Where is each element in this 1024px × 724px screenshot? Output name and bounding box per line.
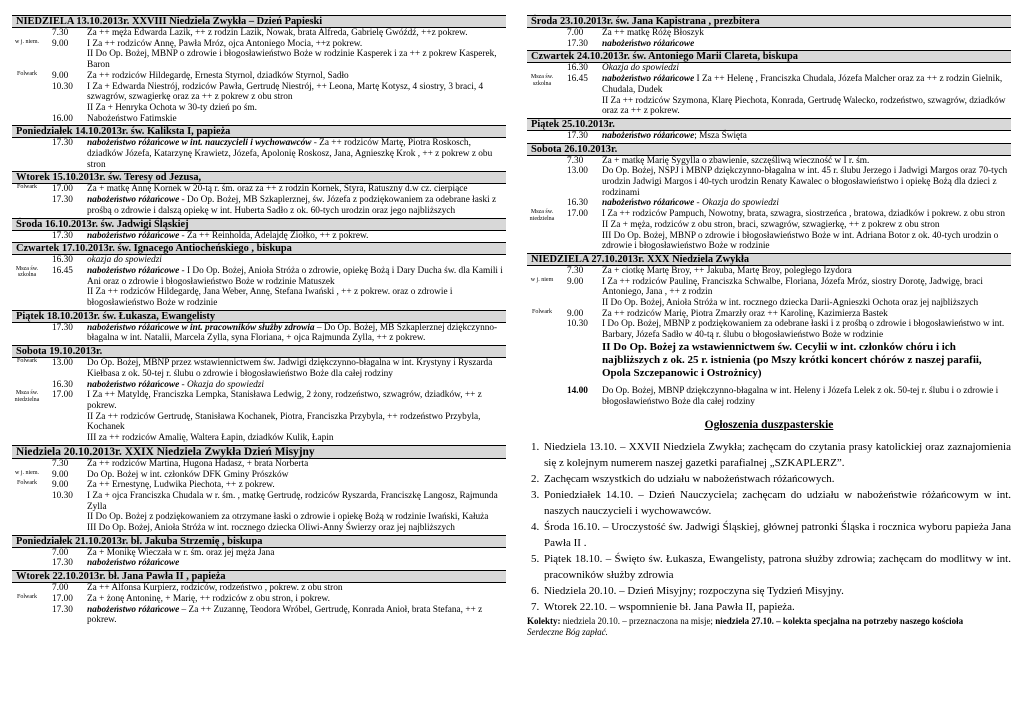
left-column — [12, 14, 506, 626]
mass-time: 10.30 — [52, 490, 73, 501]
mass-time: 10.30 — [52, 81, 73, 92]
mass-time: 14.00 — [567, 385, 588, 396]
mass-entry — [12, 470, 506, 481]
rosary-label: nabożeństwo różańcowe w int. pracowników służby zdrowia — [87, 322, 315, 333]
location-note: Msza św. niedzielna — [529, 209, 555, 222]
mass-time: 16.30 — [567, 198, 588, 209]
mass-time: 17.30 — [52, 230, 73, 241]
mass-entry — [527, 319, 1011, 340]
mass-intention: Za ++ matkę Różę Błoszyk — [602, 28, 704, 38]
announcement-item: 2. Zachęcam wszystkich do udziału w nabożeństwach różańcowych. — [542, 471, 1011, 487]
mass-entry — [527, 341, 1011, 380]
collection-bold: niedziela 27.10. – kolekta specjalna na potrzeby naszego kościoła — [715, 616, 964, 627]
mass-entry — [12, 491, 506, 534]
mass-time: 17.30 — [567, 130, 588, 141]
mass-intention: Nabożeństwo Fatimskie — [87, 113, 177, 124]
location-note: Msza św. niedzielna — [14, 390, 40, 403]
rosary-label: nabożeństwo różańcowe w int. nauczycieli i wychowawców — [87, 138, 312, 149]
day-header: Piątek 18.10.2013r. św. Łukasza, Ewangelisty — [12, 310, 506, 323]
mass-time: 7.00 — [567, 28, 584, 38]
day-header: NIEDZIELA 27.10.2013r. XXX Niedziela Zwykła — [527, 253, 1011, 266]
location-note: w j. niem. — [15, 38, 39, 45]
mass-entry — [12, 380, 506, 391]
mass-entry — [12, 323, 506, 344]
mass-intention: I Do Op. Bożej, MBNP z podziękowaniem za odebrane łaski i z prośbą o zdrowie i błogosławieństwo w int. Barbary, Józefa Sadło w 40-tą r. ślubu o błogosławieństwo Boże w rodzinie — [602, 319, 1005, 341]
collection-note: Kolekty: niedziela 20.10. – przeznaczona na misje; niedziela 27.10. – kolekta specjalna na potrzeby naszego kościoła — [527, 616, 964, 627]
day-header: Niedziela 20.10.2013r. XXIX Niedziela Zwykła Dzień Misyjny — [12, 445, 506, 459]
confession-note: - Okazja do spowiedzi — [694, 198, 779, 209]
mass-time: 7.30 — [567, 155, 584, 166]
rosary-label: nabożeństwo różańcowe — [87, 558, 180, 569]
mass-intention: nabożeństwo różańcowe w int. pracowników służby zdrowia – Do Op. Bożej, MB Szkaplerznej dziękczynno-błagalna w int. Natalii, Marcela Zylla, syna Floriana, + ojca Rajmunda Zylla, ++ z pokrew. — [87, 322, 498, 344]
mass-intention: nabożeństwo różańcowe – Za ++ Zuzannę, Teodora Wróbel, Gertrudę, Konrada Anioł, brata Stefana, ++ z pokrew. — [87, 604, 483, 626]
right-column — [527, 14, 1011, 638]
mass-entry — [12, 266, 506, 309]
mass-entry — [12, 195, 506, 216]
rosary-label: nabożeństwo różańcowe — [87, 265, 180, 276]
mass-intention: Do Op. Bożej, MBNP dziękczynno-błagalna w int. Heleny i Józefa Lelek z ok. 50-tej r. ślubu i o zdrowie i błogosławieństwo Boże dla całej rodziny — [602, 385, 999, 407]
confession-note: okazja do spowiedzi — [87, 255, 162, 266]
mass-time: 7.00 — [52, 583, 69, 594]
confession-note: - Okazja do spowiedzi — [179, 379, 264, 390]
mass-intention: I Za ++ rodziców Paulinę, Franciszka Schwalbe, Floriana, Józefa Mróz, siostry Dorotę, Jadwigę, braci Antoniego, Jana , ++ z rodzin II Do Op. Bożej, Anioła Stróża w int. rocznego dziecka Darii-Agnieszki Ochota oraz jej najbliższych — [602, 276, 983, 309]
mass-intention: Za ++ rodziców Marię, Piotra Zmarzły oraz ++ Karolinę, Kazimierza Bastek — [602, 308, 888, 319]
mass-entry — [527, 28, 1011, 39]
location-note: Folwark — [17, 70, 37, 77]
mass-intention: nabożeństwo różańcowe; Msza Święta — [602, 130, 747, 141]
announcement-item: 7. Wtorek 22.10. – wspomnienie bł. Jana Pawła II, papieża. — [542, 599, 1011, 615]
location-note: w j. niem. — [15, 469, 39, 476]
location-note: Folwark — [17, 593, 37, 600]
mass-entry — [12, 390, 506, 444]
mass-entry — [12, 480, 506, 491]
mass-entry — [12, 138, 506, 170]
day-header: Wtorek 22.10.2013r. bł. Jana Pawła II , papieża — [12, 570, 506, 583]
mass-intention: Za ++ męża Edwarda Lazik, ++ z rodzin Lazik, Nowak, brata Alfreda, Gabrielę Gwóźdź, ++z pokrew. — [87, 28, 468, 38]
mass-time: 17.00 — [52, 593, 73, 604]
mass-entry — [12, 255, 506, 266]
mass-entry — [527, 74, 1011, 117]
announcement-item: 4. Środa 16.10. – Uroczystość św. Jadwigi Śląskiej, głównej patronki Śląska i rocznica wyboru papieża Jana Pawła II . — [542, 519, 1011, 551]
mass-time: 17.30 — [52, 195, 73, 206]
day-header: Czwartek 24.10.2013r. św. Antoniego Marii Clareta, biskupa — [527, 50, 1011, 63]
mass-time: 7.30 — [52, 28, 69, 38]
mass-intention: Za + ciotkę Martę Broy, ++ Jakuba, Martę Broy, poległego Izydora — [602, 265, 852, 276]
mass-entry — [527, 209, 1011, 252]
day-header: Sobota 19.10.2013r. — [12, 345, 506, 358]
mass-time: 17.30 — [52, 322, 73, 333]
mass-entry — [12, 548, 506, 559]
mass-intention: nabożeństwo różańcowe w int. nauczycieli i wychowawców - Za ++ rodziców Martę, Piotra Roskosch, dziadków Józefa, Katarzynę Krawietz, Józefa, Apolonię Roskosz, Jana, Agnieszkę Krok , ++ z pokrew z obu stron — [87, 138, 493, 170]
mass-entry — [12, 558, 506, 569]
mass-entry — [12, 71, 506, 82]
mass-time: 9.00 — [567, 308, 584, 319]
mass-time: 10.30 — [567, 319, 588, 330]
confession-note: Okazja do spowiedzi — [602, 63, 679, 74]
mass-time: 7.30 — [52, 458, 69, 469]
mass-time: 16.45 — [567, 74, 588, 85]
mass-time: 17.00 — [52, 184, 73, 195]
mass-entry — [12, 82, 506, 114]
mass-entry — [12, 459, 506, 470]
rosary-label: nabożeństwo różańcowe — [602, 130, 695, 141]
rosary-label: nabożeństwo różańcowe — [87, 195, 180, 206]
mass-intention: nabożeństwo różańcowe I Za ++ Helenę , Franciszka Chudala, Józefa Malcher oraz za ++ z rodzin Gielnik, Chudala, Dudek II Za ++ rodziców Szymona, Klarę Piechota, Konrada, Gertrudę Walecko, rodzeństwo, szwagrów, dziadków oraz za ++ z pokrew. — [602, 74, 1006, 117]
day-header: Środa 23.10.2013r. św. Jana Kapistrana , prezbitera — [527, 15, 1011, 28]
mass-time: 16.00 — [52, 113, 73, 124]
signature: Serdeczne Bóg zapłać. — [527, 627, 608, 638]
mass-intention: I Za + Edwarda Niestrój, rodziców Pawła, Gertrudę Niestrój, ++ Leona, Martę Kotysz, 4 siostry, 3 braci, 4 szwagrów, szwagierkę oraz za ++ z pokrew z obu stron II Za + Henryka Ochota w 30-ty dzień po śm. — [87, 81, 484, 113]
location-note: Msza św. szkolna — [15, 265, 39, 279]
mass-time: 17.30 — [52, 138, 73, 149]
day-header: Sobota 26.10.2013r. — [527, 143, 1011, 156]
mass-time: 9.00 — [52, 70, 69, 81]
mass-intention — [602, 198, 1011, 209]
announcement-item: 3. Poniedziałek 14.10. – Dzień Nauczyciela; zachęcam do udziału w nabożeństwie różańcowym w int. naszych nauczycieli i wychowawców. — [542, 487, 1011, 519]
mass-entry — [527, 309, 1011, 320]
mass-intention: Do Op. Bożej, MBNP przez wstawiennictwem św. Jadwigi dziękczynno-błagalna w int. Krystyny i Ryszarda Kiełbasa z ok. 50-tej r. ślubu o zdrowie i błogosławieństwo Boże dla całej rodziny — [87, 358, 493, 379]
mass-time: 17.30 — [567, 38, 588, 49]
day-header: Wtorek 15.10.2013r. św. Teresy od Jezusa, — [12, 171, 506, 184]
mass-intention: I Za ++ rodziców Pampuch, Nowotny, brata, szwagra, siostrzeńca , bratowa, dziadków i pokrew. z obu stron II Za + męża, rodziców z obu stron, braci, szwagrów, szwagierkę, ++ z pokrew z obu stron III Do Op. Bożej, MBNP o zdrowie i błogosławieństwo Boże w int. Adriana Botor z ok. 40-tych urodzin o zdrowie i błogosławieństwo Boże w rodzinie — [602, 209, 1005, 252]
mass-time: 9.00 — [52, 38, 69, 49]
mass-entry — [12, 114, 506, 125]
mass-time: 17.30 — [52, 558, 73, 569]
mass-intention: I Za ++ Matyldę, Franciszka Lempka, Stanisława Ledwig, 2 żony, rodzeństwo, szwagrów, dziadków, ++ z pokrew. II Za ++ rodziców Gertrudę, Stanisława Kochanek, Piotra, Franciszka Przybyla, ++ rodzeństwo Przybyla, Kochanek III za ++ rodziców Amalię, Waltera Łapin, dziadków Kulik, Łapin — [87, 390, 482, 444]
location-note: Folwark — [17, 480, 37, 487]
mass-intention: II Do Op. Bożej za wstawiennictwem św. Cecylii w int. członków chóru i ich najbliższych z ok. 25 r. istnienia (po Mszy krótki koncert chórów z naszej parafii, Opola Szczepanowic i Ostrożnicy) — [602, 340, 982, 379]
mass-time: 16.30 — [52, 255, 73, 266]
mass-entry — [527, 131, 1011, 142]
mass-intention: I Za + ojca Franciszka Chudala w r. śm. , matkę Gertrudę, rodziców Ryszarda, Franciszkę Langosz, Rajmunda Zylla II Do Op. Bożej z podziękowaniem za otrzymane łaski o zdrowie i opiekę Bożą w rodzinie Iwański, Kałuża III Do Op. Bożej, Anioła Stróża w int. rocznego dziecka Oliwi-Anny Świerzy oraz jej najbliższych — [87, 490, 498, 534]
mass-intention: Za ++ Alfonsa Kurpierz, rodziców, rodzeństwo , pokrew. z obu stron — [87, 583, 343, 594]
mass-intention: Do Op. Bożej w int. członków DFK Gminy Prószków — [87, 469, 289, 480]
announcements-heading: Ogłoszenia duszpasterskie — [704, 419, 834, 432]
rosary-label: nabożeństwo różańcowe — [602, 74, 695, 85]
mass-time: 13.00 — [567, 166, 588, 177]
mass-entry — [12, 594, 506, 605]
location-note: Msza św. szkolna — [530, 74, 554, 87]
mass-intention: Za ++ rodziców Hildegardę, Ernesta Styrnol, dziadków Styrnol, Sadło — [87, 70, 349, 81]
mass-entry — [527, 166, 1011, 198]
day-header: Czwartek 17.10.2013r. św. Ignacego Antiocheńskiego , biskupa — [12, 242, 506, 255]
mass-intention — [602, 39, 1011, 50]
mass-time: 7.00 — [52, 547, 69, 558]
rosary-label: nabożeństwo różańcowe — [87, 604, 180, 615]
mass-entry — [527, 156, 1011, 167]
mass-intention — [87, 255, 506, 266]
mass-intention: Za ++ Ernestynę, Ludwika Piechota, ++ z pokrew. — [87, 480, 275, 491]
mass-time: 16.30 — [567, 63, 588, 74]
mass-time: 17.00 — [567, 209, 588, 220]
day-header: Piątek 25.10.2013r. — [527, 118, 1011, 131]
announcement-item: 1. Niedziela 13.10. – XXVII Niedziela Zwykła; zachęcam do czytania prasy katolickiej oraz zaznajomienia się z kolejnym numerem naszej gazetki parafialnej „SZKAPLERZ”. — [542, 439, 1011, 471]
mass-intention — [602, 63, 1011, 74]
collection-label: Kolekty: — [527, 616, 561, 627]
mass-intention: Do Op. Bożej, NSPJ i MBNP dziękczynno-błagalna w int. 45 r. ślubu Jerzego i Jadwigi Margos oraz 70-tych urodzin Jadwigi Margos i 40-tych urodzin Renaty Kawalec o błogosławieństwo i opiekę Bożą dla dzieci z rodzinami — [602, 166, 1008, 198]
announcements — [527, 417, 1011, 638]
mass-time: 9.00 — [52, 480, 69, 491]
mass-time: 13.00 — [52, 358, 73, 369]
mass-intention: Za + matkę Marię Sygylla o zbawienie, szczęśliwą wieczność w I r. śm. — [602, 155, 870, 166]
location-note: w j. niem — [530, 276, 554, 283]
day-header: NIEDZIELA 13.10.2013r. XXVIII Niedziela Zwykła – Dzień Papieski — [12, 15, 506, 28]
mass-intention: Za + matkę Annę Kornek w 20-tą r. śm. oraz za ++ z rodzin Kornek, Styra, Ratuszny d.w cz. cierpiące — [87, 184, 468, 195]
mass-entry — [527, 198, 1011, 209]
rosary-label: nabożeństwo różańcowe — [87, 379, 180, 390]
mass-entry — [12, 39, 506, 71]
mass-entry — [527, 277, 1011, 309]
mass-entry — [12, 231, 506, 242]
mass-entry — [12, 184, 506, 195]
mass-time: 9.00 — [52, 469, 69, 480]
mass-entry — [527, 266, 1011, 277]
location-note: Folwark — [17, 184, 37, 191]
day-header: Środa 16.10.2013r. św. Jadwigi Śląskiej — [12, 218, 506, 231]
mass-time: 9.00 — [567, 276, 584, 287]
mass-intention — [87, 380, 506, 391]
mass-time: 7.30 — [567, 265, 584, 276]
mass-entry — [12, 583, 506, 594]
mass-time: 17.00 — [52, 390, 73, 401]
mass-intention: nabożeństwo różańcowe - I Do Op. Bożej, Anioła Stróża o zdrowie, opiekę Bożą i Dary Ducha św. dla Kamili i Ani oraz o zdrowie i błogosławieństwo Boże w rodzinie Matuszek II Za ++ rodziców Hildegardę, Jana Weber, Annę, Stefana Iwański , ++ z pokrew. oraz o zdrowie i błogosławieństwo Boże w rodzinie — [87, 265, 503, 309]
location-note: Folwark — [532, 308, 552, 315]
day-header: Poniedziałek 14.10.2013r. św. Kaliksta I, papieża — [12, 125, 506, 138]
mass-entry — [527, 39, 1011, 50]
mass-entry — [527, 63, 1011, 74]
announcement-item: 6. Niedziela 20.10. – Dzień Misyjny; rozpoczyna się Tydzień Misyjny. — [542, 583, 1011, 599]
announcements-list — [527, 439, 1011, 615]
mass-intention: I Za ++ rodziców Annę, Pawła Mróz, ojca Antoniego Mocia, ++z pokrew. II Do Op. Bożej, MBNP o zdrowie i błogosławieństwo Boże w rodzinie Kasperek i za ++ z pokrew Kasperek, Baron — [87, 38, 497, 71]
location-note: Folwark — [17, 358, 37, 365]
mass-time: 16.45 — [52, 265, 73, 276]
rosary-label: nabożeństwo różańcowe — [602, 198, 695, 209]
mass-entry — [12, 358, 506, 379]
mass-intention: nabożeństwo różańcowe - Do Op. Bożej, MB Szkaplerznej, św. Józefa z podziękowaniem za odebrane łaski z prośbą o zdrowie i dalszą opiekę w int. Huberta Sadło z ok. 60-tych urodzin oraz jego najbliższych — [87, 195, 497, 216]
announcement-item: 5. Piątek 18.10. – Święto św. Łukasza, Ewangelisty, patrona służby zdrowia; zachęcam do modlitwy w int. pracowników służby zdrowia — [542, 551, 1011, 583]
rosary-label: nabożeństwo różańcowe — [87, 230, 180, 241]
mass-entry — [12, 605, 506, 626]
mass-entry — [527, 386, 1011, 407]
mass-time: 16.30 — [52, 379, 73, 390]
mass-time: 17.30 — [52, 604, 73, 615]
mass-intention: Za + Monikę Wieczała w r. śm. oraz jej męża Jana — [87, 547, 275, 558]
rosary-label: nabożeństwo różańcowe — [602, 38, 695, 49]
day-header: Poniedziałek 21.10.2013r. bł. Jakuba Strzemię , biskupa — [12, 535, 506, 548]
mass-intention: Za ++ rodziców Martina, Hugona Hadasz, + brata Norberta — [87, 458, 309, 469]
mass-intention: nabożeństwo różańcowe - Za ++ Reinholda, Adelajdę Ziołko, ++ z pokrew. — [87, 230, 369, 241]
mass-entry — [12, 28, 506, 39]
mass-intention: Za + żonę Antoninę, + Marię, ++ rodziców z obu stron, i pokrew. — [87, 593, 330, 604]
mass-intention — [87, 558, 506, 569]
